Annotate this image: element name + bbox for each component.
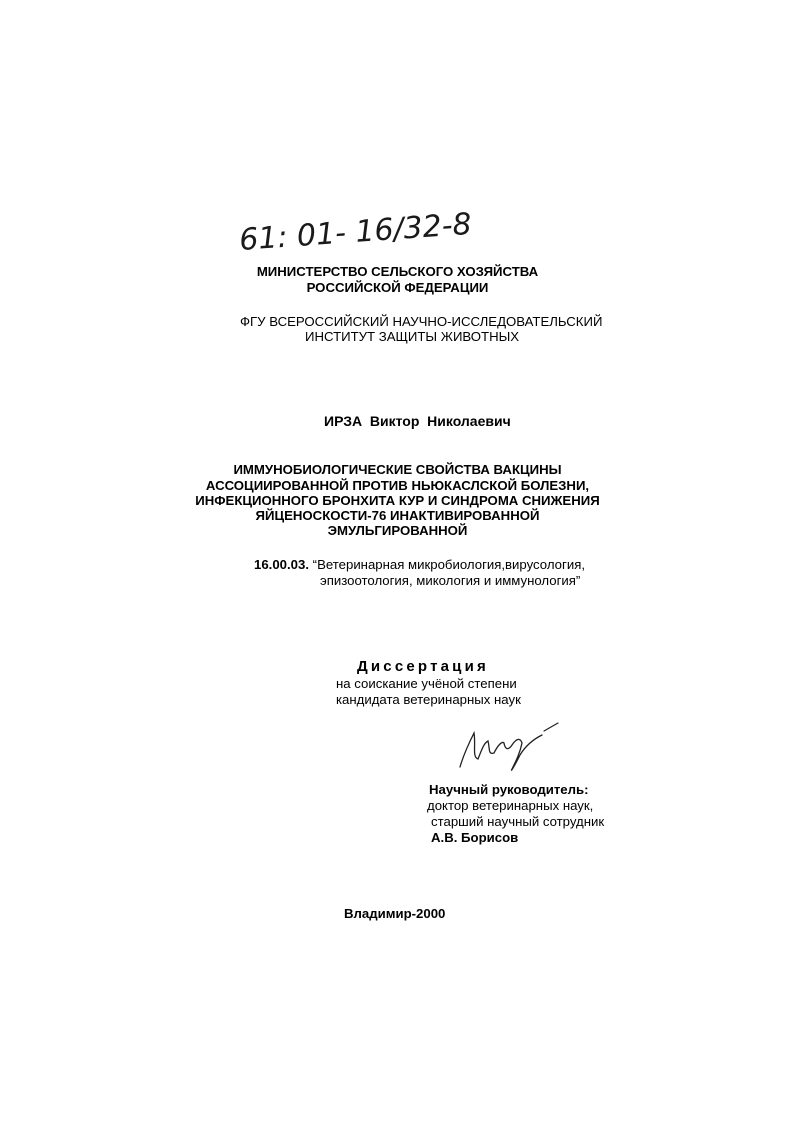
city-year: Владимир-2000 xyxy=(344,906,446,921)
title-line-5: ЭМУЛЬГИРОВАННОЙ xyxy=(327,523,468,538)
institute-line-2: ИНСТИТУТ ЗАЩИТЫ ЖИВОТНЫХ xyxy=(305,329,520,344)
supervisor-degree: доктор ветеринарных наук, xyxy=(427,798,594,813)
archive-code-handwriting xyxy=(232,206,512,266)
ministry-line-1: МИНИСТЕРСТВО СЕЛЬСКОГО ХОЗЯЙСТВА xyxy=(256,264,539,279)
supervisor-name: А.В. Борисов xyxy=(431,830,519,845)
supervisor-label: Научный руководитель: xyxy=(429,782,589,797)
title-line-3: ИНФЕКЦИОННОГО БРОНХИТА КУР И СИНДРОМА СНИЖЕНИЯ xyxy=(195,493,600,508)
specialty-line-1 xyxy=(254,557,585,573)
title-line-2: АССОЦИИРОВАННОЙ ПРОТИВ НЬЮКАСЛСКОЙ БОЛЕЗНИ, xyxy=(205,478,590,493)
specialty-name-part-2: эпизоотология, микология и иммунология” xyxy=(320,573,581,588)
ministry-line-2: РОССИЙСКОЙ ФЕДЕРАЦИИ xyxy=(306,280,489,295)
dissertation-heading: Диссертация xyxy=(357,658,489,675)
specialty-code: 16.00.03. xyxy=(254,557,309,572)
author-name: ИРЗА Виктор Николаевич xyxy=(324,413,511,429)
dissertation-degree-line-2: кандидата ветеринарных наук xyxy=(336,692,521,707)
supervisor-position: старший научный сотрудник xyxy=(431,814,605,829)
title-line-4: ЯЙЦЕНОСКОСТИ-76 ИНАКТИВИРОВАННОЙ xyxy=(255,508,540,523)
author-signature xyxy=(450,715,565,775)
dissertation-degree-line-1: на соискание учёной степени xyxy=(336,676,517,691)
archive-code-text: 61: 01- 16/32-8 xyxy=(238,206,473,258)
specialty-name-part-1: “Ветеринарная микробиология,вирусология, xyxy=(312,557,585,572)
institute-line-1: ФГУ ВСЕРОССИЙСКИЙ НАУЧНО-ИССЛЕДОВАТЕЛЬСКИЙ xyxy=(240,314,603,329)
title-line-1: ИММУНОБИОЛОГИЧЕСКИЕ СВОЙСТВА ВАКЦИНЫ xyxy=(233,462,562,477)
